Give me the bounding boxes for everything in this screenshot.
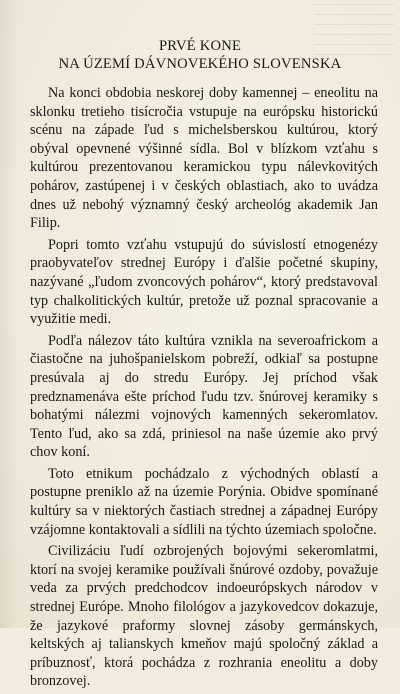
paragraph-1: Na konci obdobia neskorej doby kamennej – eneolitu na sklonku tretieho tisícročia vstupuje na európsku historickú scénu na západe ľud s michelsberskou kultúrou, ktorý obýval opevnené výšinné sídla. Bol v blízkom vzťahu s kultúrou prezentovanou keramickou typu nálevkovitých pohárov, zastúpenej i v českých oblastiach, ako to uvádza dnes už nebohý významný český archeológ akademik Jan Filip. xyxy=(30,85,378,232)
paragraph-3: Podľa nálezov táto kultúra vznikla na severoafrickom a čiastočne na juhošpanielskom pobreží, odkiaľ sa postupne presúvala aj do stredu Európy. Jej príchod však predznamenáva ešte príchod ľudu tzv. šnúrovej keramiky s bohatými nálezmi vojnových kamenných sekeromlatov. Tento ľud, ako sa zdá, priniesol na naše územie ako prvý chov koní. xyxy=(30,332,378,461)
paragraph-4: Toto etnikum pochádzalo z východných oblastí a postupne preniklo až na územie Porýnia. Obidve spomínané kultúry sa v niektorých častiach strednej a západnej Európy vzájomne kontaktovali a sídlili na týchto územiach spoločne. xyxy=(30,465,378,538)
chapter-body xyxy=(30,84,378,694)
chapter-title-line-2: NA ÚZEMÍ DÁVNOVEKÉHO SLOVENSKA xyxy=(58,56,342,72)
paragraph-2: Popri tomto vzťahu vstupujú do súvislostí etnogenézy praobyvateľov strednej Európy i ďalšie početné skupiny, nazývané „ľudom zvoncových pohárov“, ktorý predstavoval typ chalkolitických kultúr, pretože už poznal spracovanie a využitie medi. xyxy=(30,236,378,328)
paragraph-5: Civilizáciu ľudí ozbrojených bojovými sekeromlatmi, ktorí na svojej keramike používali šnúrové ozdoby, považuje veda za prvých predchodcov indoeurópskych národov v strednej Európe. Mnoho filológov a jazykovedcov dokazuje, že jazykové praformy slovnej zásoby germánskych, keltských aj talianskych kmeňov majú spoločný základ a príbuznosť, ktorá pochádza z rozhrania eneolitu a doby bronzovej. xyxy=(30,543,378,690)
chapter-title-line-1: PRVÉ KONE xyxy=(158,38,242,54)
